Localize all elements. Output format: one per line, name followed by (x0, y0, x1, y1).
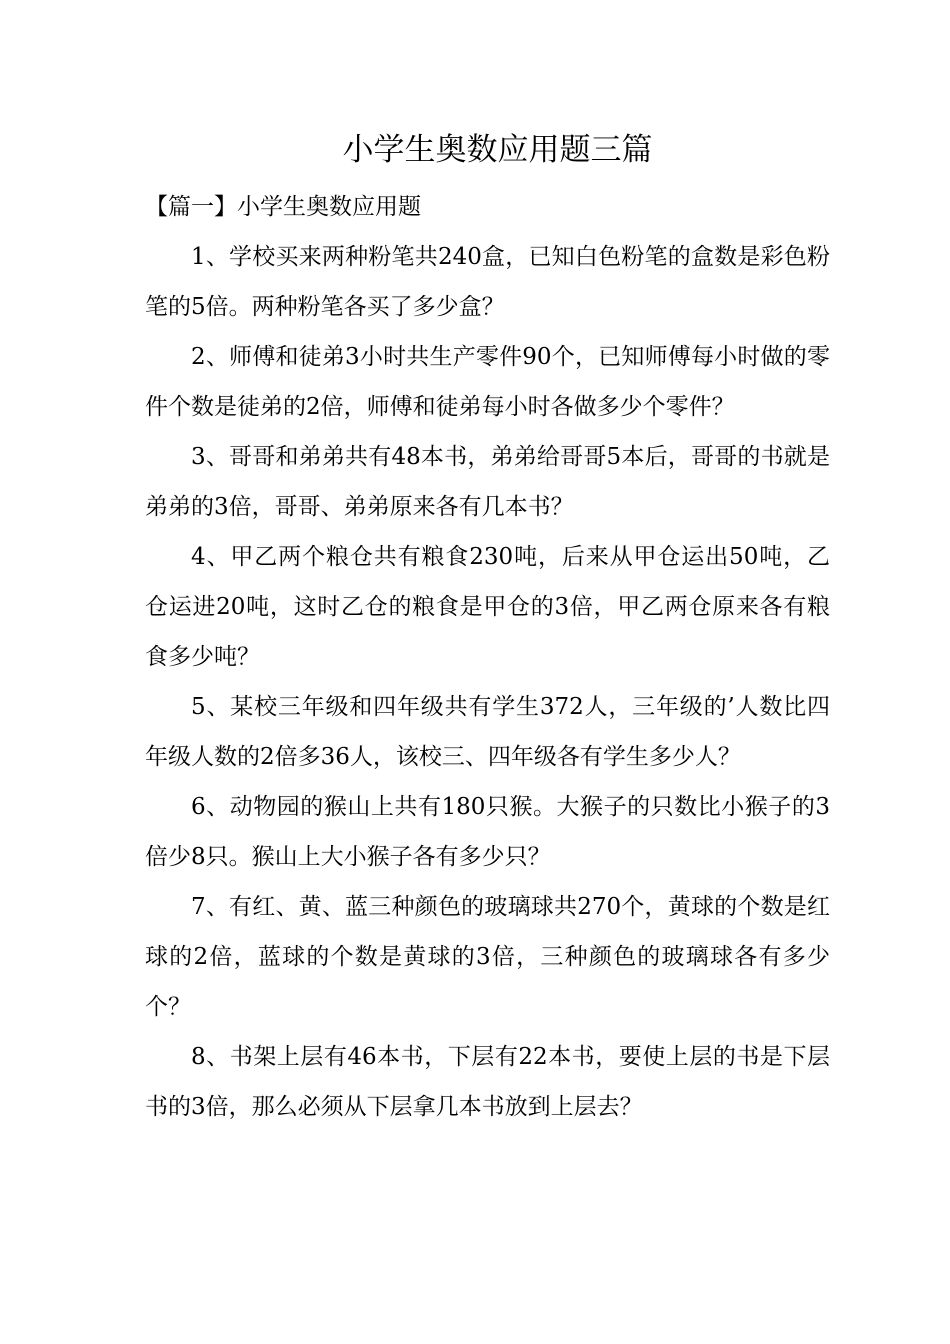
problem-3: 3、哥哥和弟弟共有48本书，弟弟给哥哥5本后，哥哥的书就是弟弟的3倍，哥哥、弟弟原来各有几本书？ (145, 444, 830, 520)
problem-7: 7、有红、黄、蓝三种颜色的玻璃球共270个，黄球的个数是红球的2倍，蓝球的个数是黄球的3倍，三种颜色的玻璃球各有多少个？ (145, 894, 830, 1020)
problem-4: 4、甲乙两个粮仓共有粮食230吨，后来从甲仓运出50吨，乙仓运进20吨，这时乙仓的粮食是甲仓的3倍，甲乙两仓原来各有粮食多少吨？ (145, 544, 830, 670)
problem-6: 6、动物园的猴山上共有180只猴。大猴子的只数比小猴子的3倍少8只。猴山上大小猴子各有多少只？ (145, 794, 830, 870)
problem-5: 5、某校三年级和四年级共有学生372人，三年级的’人数比四年级人数的2倍多36人，该校三、四年级各有学生多少人？ (145, 694, 830, 770)
problem-8: 8、书架上层有46本书，下层有22本书，要使上层的书是下层书的3倍，那么必须从下层拿几本书放到上层去？ (145, 1044, 830, 1120)
section-heading: 【篇一】小学生奥数应用题 (145, 194, 421, 220)
problem-1: 1、学校买来两种粉笔共240盒，已知白色粉笔的盒数是彩色粉笔的5倍。两种粉笔各买了多少盒？ (145, 244, 830, 320)
problem-2: 2、师傅和徒弟3小时共生产零件90个，已知师傅每小时做的零件个数是徒弟的2倍，师傅和徒弟每小时各做多少个零件？ (145, 344, 830, 420)
document-title: 小学生奥数应用题三篇 (342, 132, 653, 168)
